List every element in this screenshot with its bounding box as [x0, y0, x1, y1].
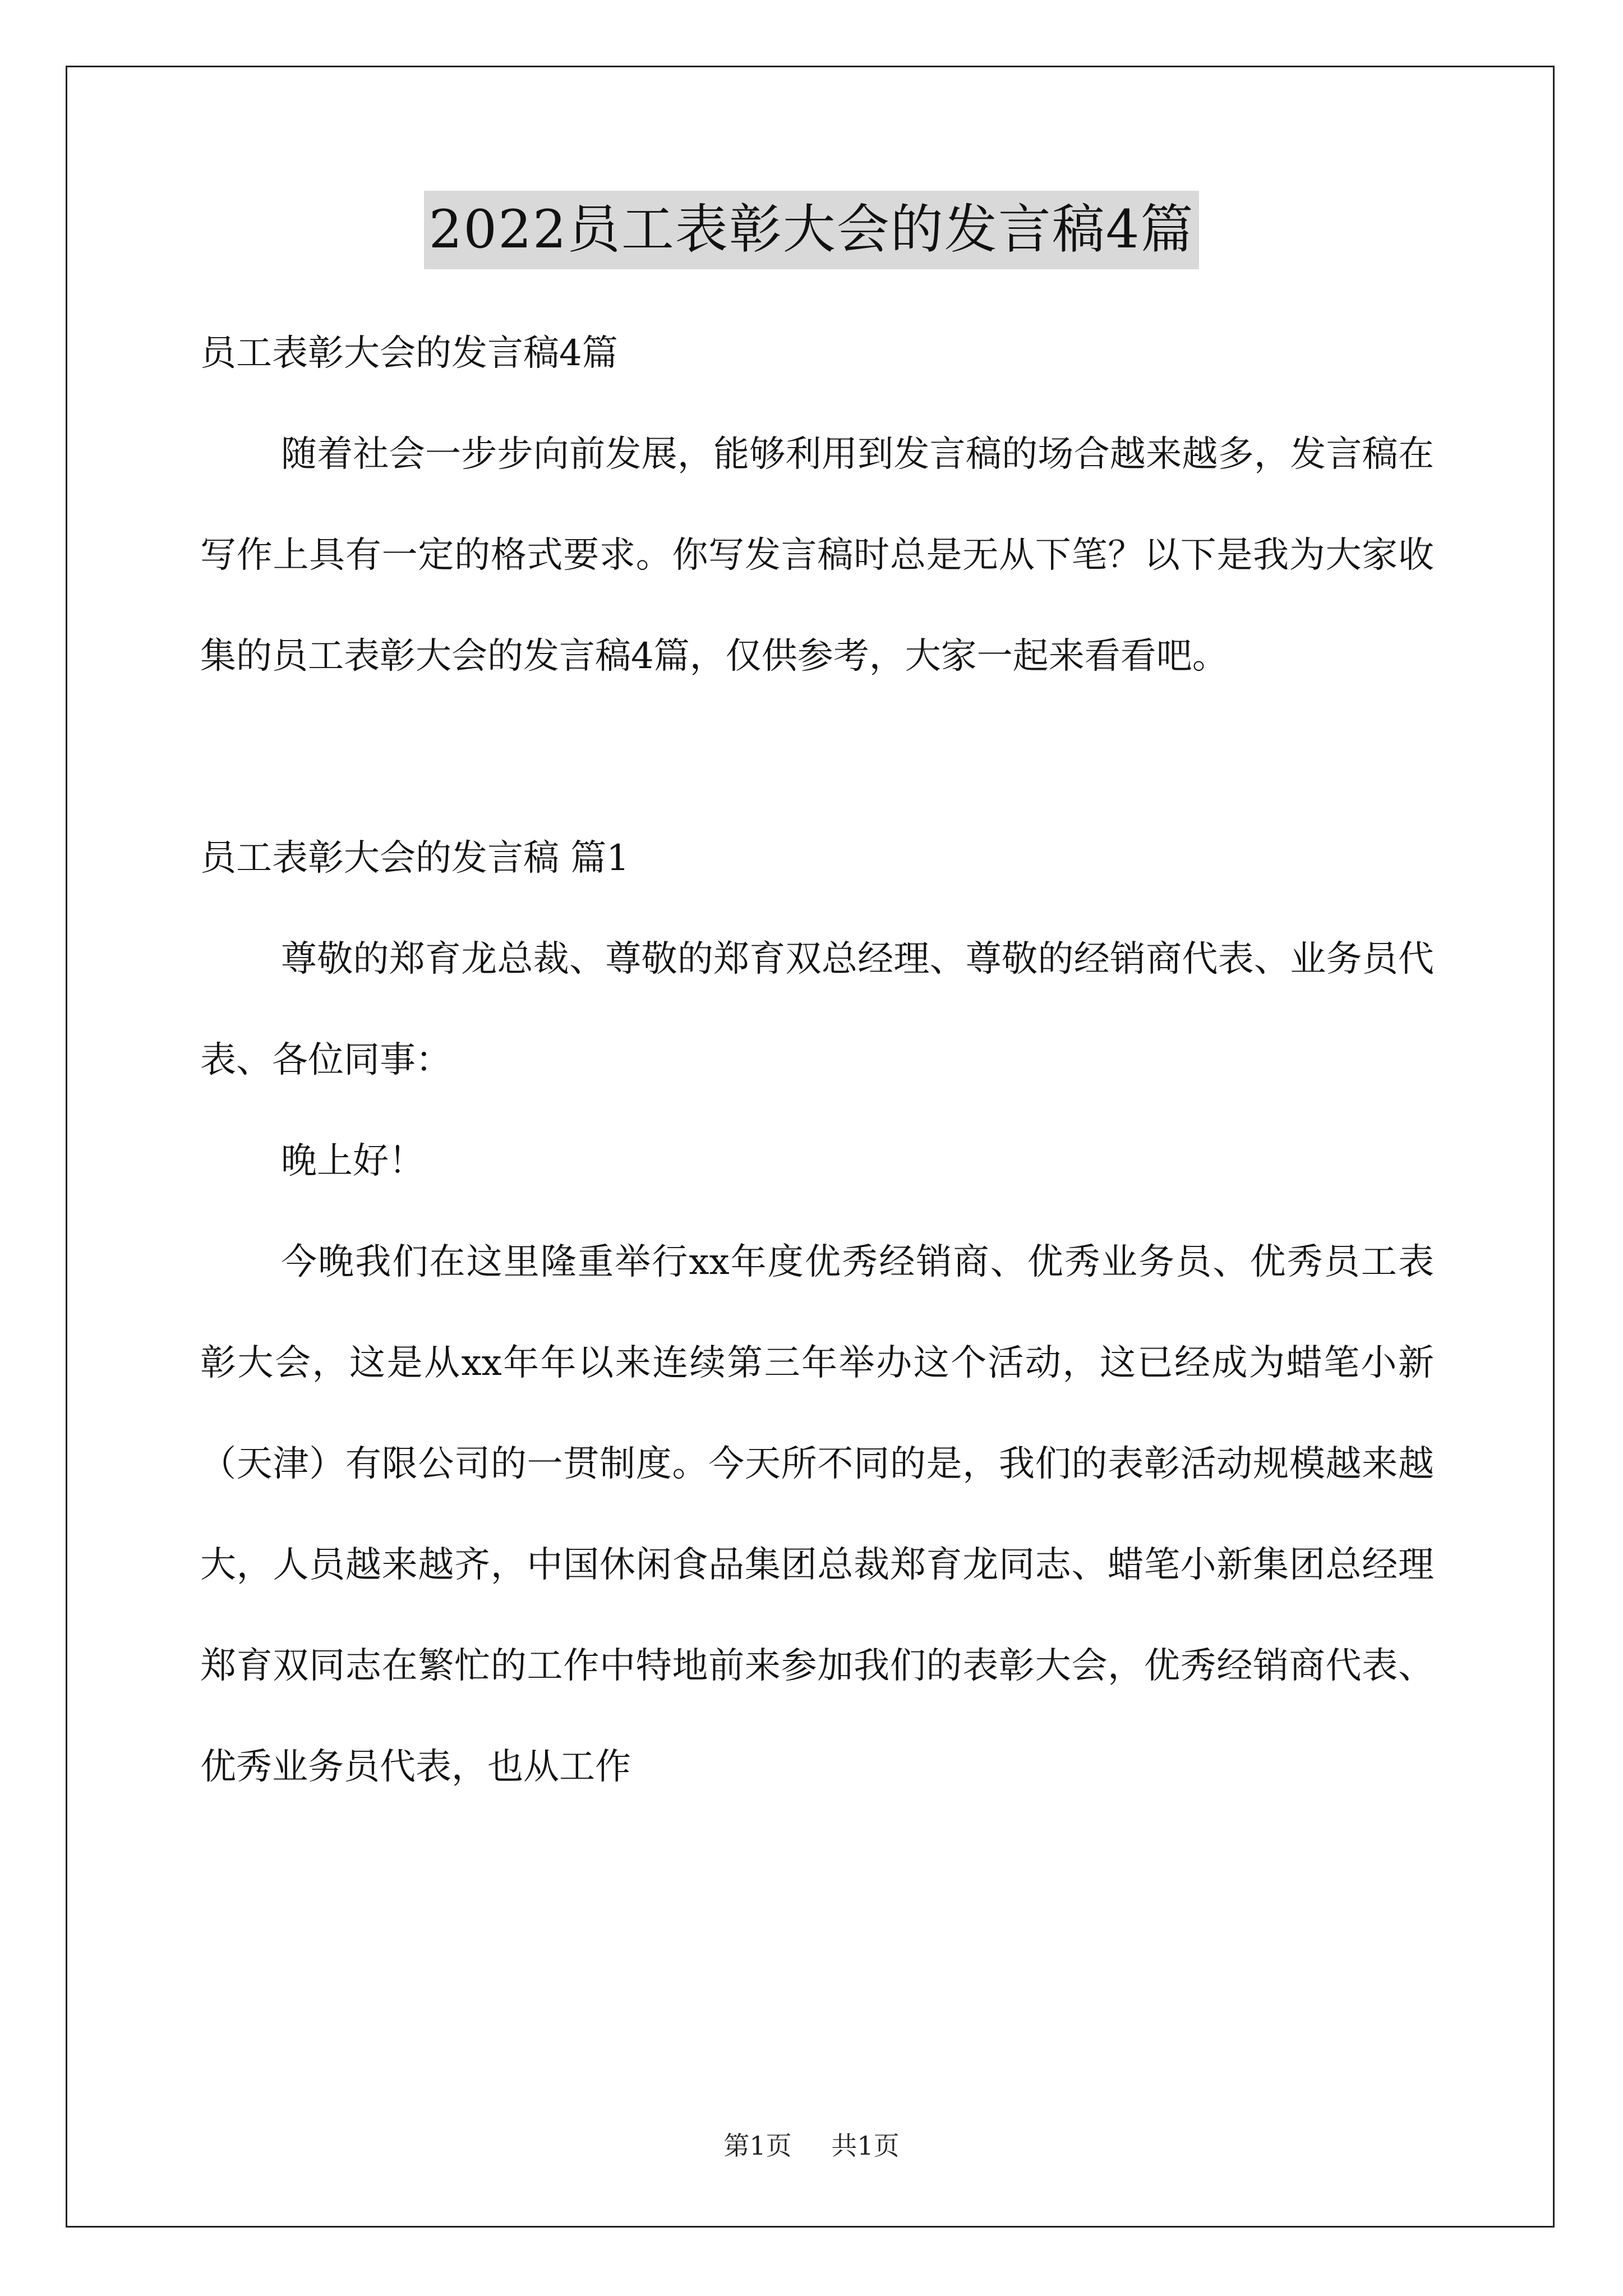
blank-line — [200, 707, 1434, 808]
document-body — [200, 303, 1434, 1818]
intro-heading: 员工表彰大会的发言稿4篇 — [200, 333, 618, 374]
page-total: 共1页 — [831, 2131, 900, 2161]
page-number: 第1页 — [723, 2131, 792, 2161]
title-container — [0, 191, 1623, 269]
salutation-paragraph: 尊敬的郑育龙总裁、尊敬的郑育双总经理、尊敬的经销商代表、业务员代表、各位同事： — [200, 938, 1434, 1081]
page-footer — [0, 2129, 1623, 2162]
section-heading: 员工表彰大会的发言稿 篇1 — [200, 838, 630, 879]
intro-paragraph: 随着社会一步步向前发展，能够利用到发言稿的场合越来越多，发言稿在写作上具有一定的格式要求。你写发言稿时总是无从下笔？以下是我为大家收集的员工表彰大会的发言稿4篇，仅供参考，大家一起来看看吧。 — [200, 434, 1434, 677]
document-title: 2022员工表彰大会的发言稿4篇 — [424, 191, 1198, 269]
greeting-paragraph: 晚上好！ — [281, 1140, 425, 1182]
body-paragraph: 今晚我们在这里隆重举行xx年度优秀经销商、优秀业务员、优秀员工表彰大会，这是从xx年年以来连续第三年举办这个活动，这已经成为蜡笔小新（天津）有限公司的一贯制度。今天所不同的是，我们的表彰活动规模越来越大，人员越来越齐，中国休闲食品集团总裁郑育龙同志、蜡笔小新集团总经理郑育双同志在繁忙的工作中特地前来参加我们的表彰大会，优秀经销商代表、优秀业务员代表，也从工作 — [200, 1241, 1434, 1788]
